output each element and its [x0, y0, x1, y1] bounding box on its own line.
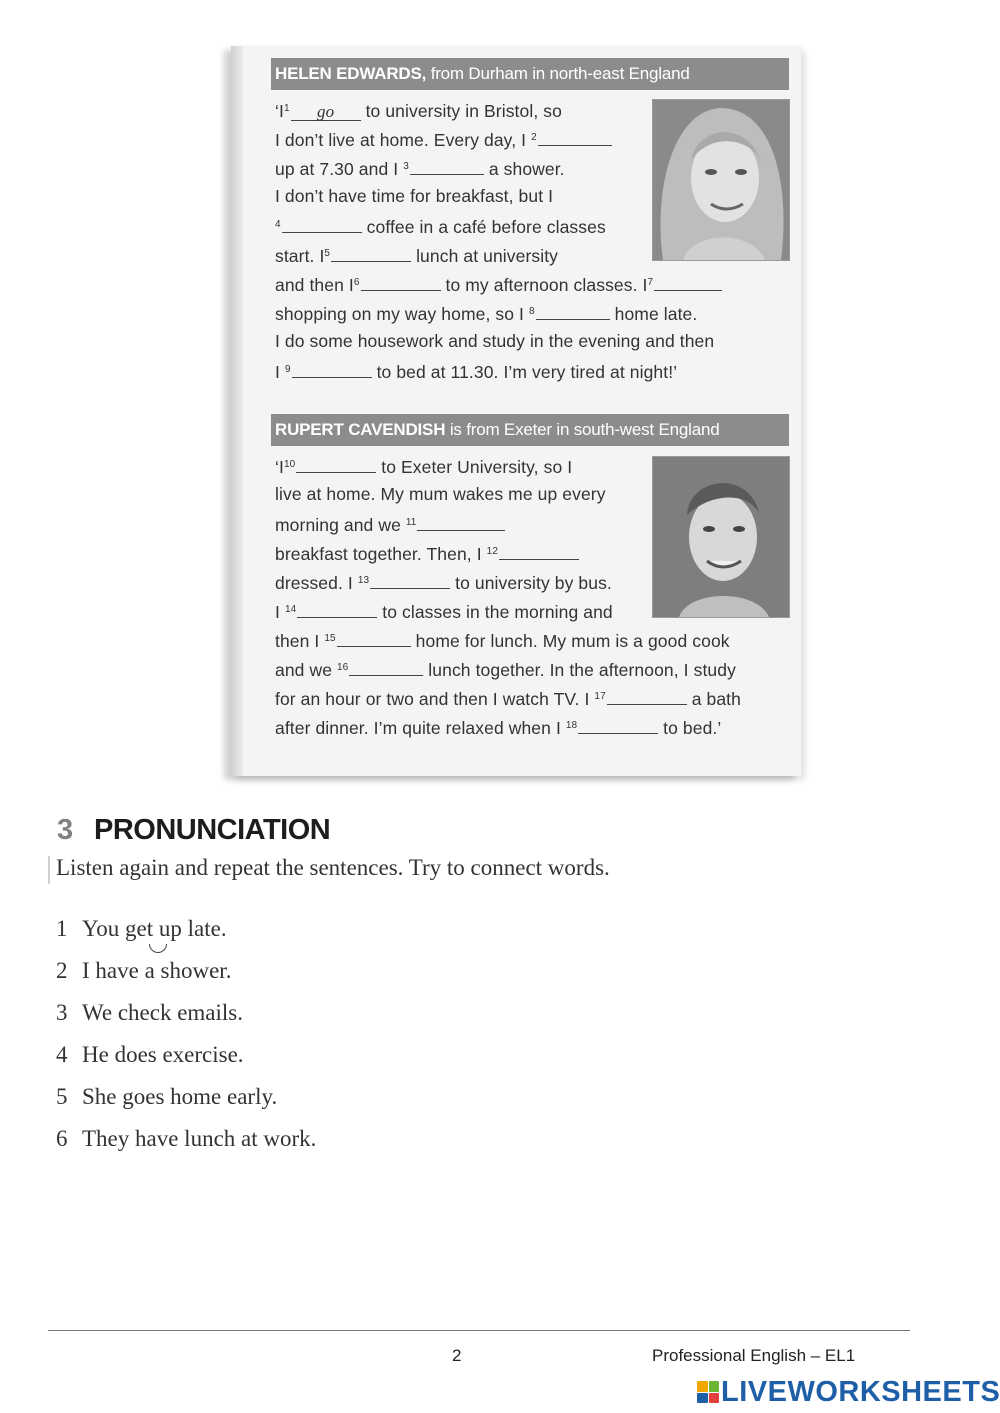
gap-10-input[interactable] [296, 456, 376, 473]
gap-7-input[interactable] [654, 274, 722, 291]
gap-5-input[interactable] [331, 245, 411, 262]
rupert-line-10: after dinner. I’m quite relaxed when I $^{18}$ to bed.’ [275, 718, 722, 738]
gap-18-input[interactable] [578, 717, 658, 734]
brand-name: LIVEWORKSHEETS [721, 1376, 1000, 1408]
gap-14-input[interactable] [297, 601, 377, 618]
rupert-line-8: and we $^{16}$ lunch together. In the afternoon, I study [275, 660, 736, 680]
rupert-line-6: I $^{14}$ to classes in the morning and [275, 602, 613, 622]
pronunciation-item: 5 She goes home early. [56, 1084, 278, 1109]
pronunciation-item: 3 We check emails. [56, 1000, 243, 1025]
rupert-line-5: dressed. I $^{13}$ to university by bus. [275, 573, 612, 593]
gap-3-input[interactable] [410, 158, 484, 175]
helen-line-7: and then $I^6$ to my afternoon classes. $I^7$ [275, 270, 722, 296]
liveworksheets-brand[interactable] [697, 1377, 1000, 1407]
liveworksheets-logo-icon [697, 1381, 719, 1403]
rupert-line-9: for an hour or two and then I watch TV. I $^{17}$ a bath [275, 689, 741, 709]
pronunciation-item: 2 I have a shower. [56, 958, 232, 983]
helen-line-3: up at 7.30 and I $^3$ a shower. [275, 159, 565, 179]
helen-header-origin: from Durham in north-east England [430, 64, 690, 83]
gap-12-input[interactable] [499, 543, 579, 560]
helen-header-name: HELEN EDWARDS, [275, 64, 427, 83]
gap-8-input[interactable] [536, 303, 610, 320]
rupert-photo [652, 456, 790, 618]
pronunciation-item: 6 They have lunch at work. [56, 1126, 317, 1151]
rupert-line-7: then I $^{15}$ home for lunch. My mum is a good cook [275, 631, 730, 651]
gap-6-input[interactable] [361, 274, 441, 291]
helen-line-10: I $^9$ to bed at 11.30. I’m very tired at night!’ [275, 362, 678, 382]
section-number: 3 [57, 814, 74, 846]
rupert-header [271, 414, 789, 446]
linking-mark-icon [149, 944, 167, 953]
gap-13-input[interactable] [370, 572, 450, 589]
gap-16-input[interactable] [349, 659, 423, 676]
helen-line-9: I do some housework and study in the evening and then [275, 331, 715, 351]
course-title: Professional English – EL1 [652, 1346, 856, 1365]
page-number: 2 [452, 1346, 462, 1365]
helen-line-8: shopping on my way home, so I $^8$ home late. [275, 304, 698, 324]
gap-11-input[interactable] [417, 514, 505, 531]
helen-header [271, 58, 789, 90]
rupert-line-2: live at home. My mum wakes me up every [275, 484, 606, 504]
helen-line-1: ‘$I^1$ go to university in Bristol, so [275, 101, 562, 121]
gap-1-example-answer: go [291, 104, 361, 121]
helen-line-6: start. $I^5$ lunch at university [275, 246, 559, 266]
gap-9-input[interactable] [292, 361, 372, 378]
gap-4-input[interactable] [282, 216, 362, 233]
section-title: PRONUNCIATION [94, 814, 331, 846]
helen-line-5: $^4$ coffee in a café before classes [275, 217, 606, 237]
gap-2-input[interactable] [538, 129, 612, 146]
helen-line-2: I don’t live at home. Every day, I $^2$ [275, 125, 612, 151]
pronunciation-item: 4 He does exercise. [56, 1042, 244, 1067]
rupert-line-1: ‘$I^{10}$ to Exeter University, so I [275, 457, 573, 477]
rupert-line-4: breakfast together. Then, I $^{12}$ [275, 539, 579, 565]
footer-divider [48, 1330, 910, 1331]
helen-photo [652, 99, 790, 261]
helen-line-4: I don’t have time for breakfast, but I [275, 186, 554, 206]
rupert-header-name: RUPERT CAVENDISH [275, 420, 446, 439]
pronunciation-item: 1 You get up late. [56, 916, 227, 941]
gap-17-input[interactable] [607, 688, 687, 705]
gap-15-input[interactable] [337, 630, 411, 647]
instruction-marker [48, 856, 50, 884]
rupert-line-3: morning and we $^{11}$ [275, 510, 505, 536]
instruction-text: Listen again and repeat the sentences. Try to connect words. [56, 855, 610, 880]
rupert-header-origin: is from Exeter in south-west England [449, 420, 720, 439]
